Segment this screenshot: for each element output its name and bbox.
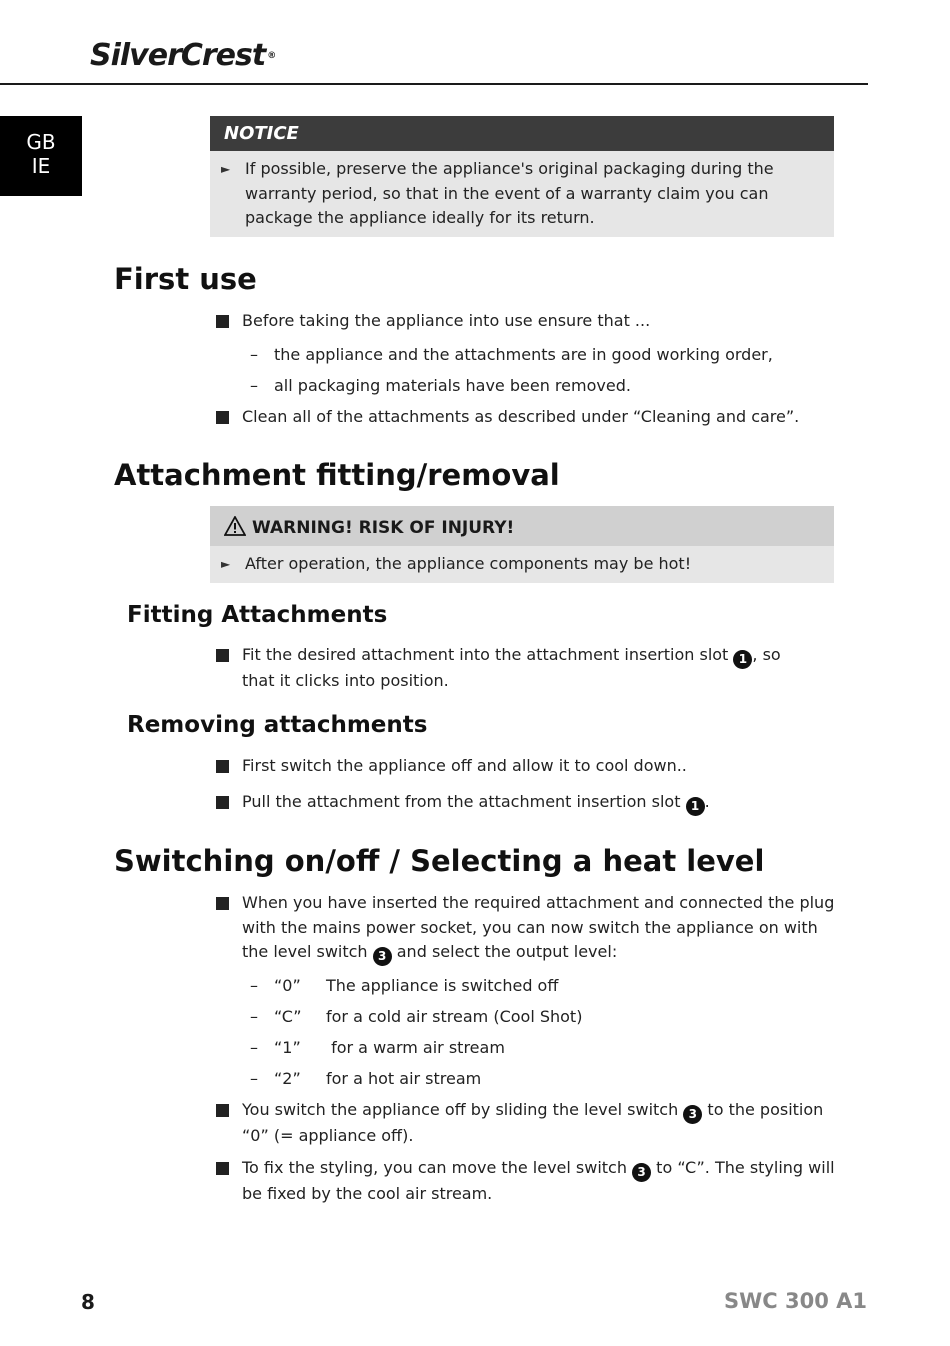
part-number-badge: 1 — [733, 650, 752, 669]
notice-box — [210, 116, 834, 237]
sub-list-item-text: all packaging materials have been removed. — [274, 376, 631, 395]
dash-bullet-icon: – — [250, 345, 258, 364]
warning-body — [210, 546, 834, 583]
square-bullet-icon — [216, 1104, 229, 1117]
model-number: SWC 300 A1 — [723, 1289, 867, 1313]
heading-first-use: First use — [114, 262, 257, 296]
list-item-text: First switch the appliance off and allow it to cool down.. — [242, 756, 687, 775]
level-code: “1” — [274, 1038, 301, 1057]
list-item — [242, 643, 802, 694]
list-item-text: Clean all of the attachments as described under “Cleaning and care”. — [242, 407, 800, 426]
arrow-right-icon: ► — [221, 557, 231, 571]
language-tab — [0, 116, 82, 196]
list-item-text: Before taking the appliance into use ensure that ... — [242, 311, 651, 330]
square-bullet-icon — [216, 1162, 229, 1175]
part-number-badge: 3 — [373, 947, 392, 966]
dash-bullet-icon: – — [250, 1038, 258, 1057]
list-item-text: . — [704, 792, 710, 811]
heading-fitting-attachments: Fitting Attachments — [127, 602, 388, 628]
level-item — [250, 974, 559, 999]
sub-list-item — [250, 343, 773, 368]
level-description: for a hot air stream — [326, 1069, 482, 1088]
list-item — [242, 754, 842, 779]
heading-switching: Switching on/off / Selecting a heat level — [114, 844, 765, 878]
warning-title: WARNING! RISK OF INJURY! — [252, 518, 515, 538]
arrow-right-icon: ► — [221, 162, 231, 176]
list-item — [242, 1098, 842, 1149]
level-description: The appliance is switched off — [326, 976, 559, 995]
list-item — [242, 309, 842, 334]
list-item — [242, 790, 842, 816]
brand-logo — [90, 38, 275, 74]
list-item-text: Fit the desired attachment into the attachment insertion slot — [242, 645, 729, 664]
warning-title-row — [210, 506, 834, 546]
sub-list-item — [250, 374, 631, 399]
list-item-text: and select the output level: — [396, 942, 618, 961]
list-item-text: , so that it clicks into position. — [242, 645, 781, 690]
level-code: “2” — [274, 1069, 301, 1088]
language-tab-line1: GB — [26, 130, 56, 154]
notice-body — [210, 151, 834, 237]
part-number-badge: 3 — [683, 1105, 702, 1124]
page-number: 8 — [81, 1290, 95, 1314]
square-bullet-icon — [216, 649, 229, 662]
level-code: “0” — [274, 976, 301, 995]
square-bullet-icon — [216, 897, 229, 910]
list-item-text: To fix the styling, you can move the level switch — [242, 1158, 627, 1177]
dash-bullet-icon: – — [250, 1069, 258, 1088]
list-item-text: When you have inserted the required attachment and connected the plug with the mains power socket, you can now switch the appliance on with the level switch — [242, 893, 835, 961]
brand-name: SilverCrest — [90, 38, 266, 73]
level-description: for a warm air stream — [326, 1038, 505, 1057]
level-item — [250, 1067, 482, 1092]
level-item — [250, 1036, 505, 1061]
warning-box — [210, 506, 834, 583]
level-item — [250, 1005, 583, 1030]
warning-triangle-icon — [224, 516, 246, 536]
level-description: for a cold air stream (Cool Shot) — [326, 1007, 583, 1026]
list-item-text: Pull the attachment from the attachment insertion slot — [242, 792, 681, 811]
square-bullet-icon — [216, 411, 229, 424]
part-number-badge: 3 — [632, 1163, 651, 1182]
list-item — [242, 405, 842, 430]
warning-text: After operation, the appliance components may be hot! — [245, 554, 692, 573]
heading-removing-attachments: Removing attachments — [127, 712, 428, 738]
list-item-text: You switch the appliance off by sliding the level switch — [242, 1100, 679, 1119]
part-number-badge: 1 — [686, 797, 705, 816]
square-bullet-icon — [216, 315, 229, 328]
list-item — [242, 891, 842, 966]
heading-attachment: Attachment fitting/removal — [114, 458, 560, 492]
notice-title: NOTICE — [210, 116, 834, 151]
list-item-text: to “C”. The styling will be fixed by the cool air stream. — [242, 1158, 835, 1203]
notice-text: If possible, preserve the appliance's original packaging during the warranty period, so that in the event of a warranty claim you can package the appliance ideally for its return. — [245, 159, 774, 227]
dash-bullet-icon: – — [250, 1007, 258, 1026]
list-item-text: to the position “0” (= appliance off). — [242, 1100, 824, 1145]
header-rule — [0, 83, 868, 85]
level-code: “C” — [274, 1007, 302, 1026]
square-bullet-icon — [216, 760, 229, 773]
list-item — [242, 1156, 842, 1207]
sub-list-item-text: the appliance and the attachments are in good working order, — [274, 345, 773, 364]
registered-mark: ® — [267, 51, 276, 61]
dash-bullet-icon: – — [250, 976, 258, 995]
square-bullet-icon — [216, 796, 229, 809]
dash-bullet-icon: – — [250, 376, 258, 395]
language-tab-line2: IE — [31, 154, 51, 178]
